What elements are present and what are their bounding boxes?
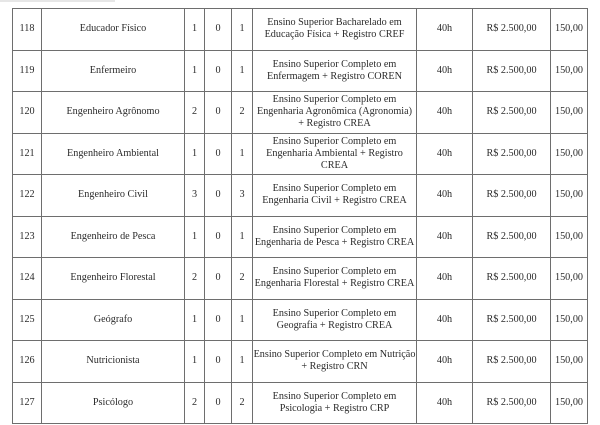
salary: R$ 2.500,00 [473, 216, 551, 258]
registration-fee: 150,00 [551, 258, 588, 300]
salary: R$ 2.500,00 [473, 382, 551, 424]
workload: 40h [417, 9, 473, 51]
workload: 40h [417, 175, 473, 217]
vacancies-general: 3 [185, 175, 205, 217]
vacancies-general: 1 [185, 133, 205, 175]
salary: R$ 2.500,00 [473, 341, 551, 383]
table-row [13, 382, 588, 424]
positions-table-body [13, 9, 588, 424]
vacancies-pcd: 0 [205, 50, 232, 92]
vacancies-pcd: 0 [205, 258, 232, 300]
vacancies-general: 1 [185, 9, 205, 51]
requirement: Ensino Superior Completo em Psicologia + Registro CRP [253, 382, 417, 424]
salary: R$ 2.500,00 [473, 92, 551, 134]
workload: 40h [417, 50, 473, 92]
table-row [13, 50, 588, 92]
requirement: Ensino Superior Completo em Engenharia Agronômica (Agronomia) + Registro CREA [253, 92, 417, 134]
top-edge-strip [0, 0, 115, 2]
vacancies-pcd: 0 [205, 299, 232, 341]
vacancies-general: 2 [185, 382, 205, 424]
table-row [13, 133, 588, 175]
registration-fee: 150,00 [551, 299, 588, 341]
table-row [13, 299, 588, 341]
registration-fee: 150,00 [551, 50, 588, 92]
registration-fee: 150,00 [551, 382, 588, 424]
vacancies-general: 1 [185, 341, 205, 383]
position-code: 124 [13, 258, 42, 300]
requirement: Ensino Superior Completo em Engenharia Civil + Registro CREA [253, 175, 417, 217]
position-code: 122 [13, 175, 42, 217]
salary: R$ 2.500,00 [473, 50, 551, 92]
position-title: Nutricionista [42, 341, 185, 383]
salary: R$ 2.500,00 [473, 9, 551, 51]
vacancies-total: 3 [232, 175, 253, 217]
table-row [13, 9, 588, 51]
position-title: Engenheiro de Pesca [42, 216, 185, 258]
position-title: Engenheiro Ambiental [42, 133, 185, 175]
vacancies-total: 1 [232, 216, 253, 258]
workload: 40h [417, 216, 473, 258]
table-row [13, 258, 588, 300]
table-row [13, 175, 588, 217]
workload: 40h [417, 92, 473, 134]
salary: R$ 2.500,00 [473, 133, 551, 175]
vacancies-pcd: 0 [205, 216, 232, 258]
position-code: 119 [13, 50, 42, 92]
position-title: Enfermeiro [42, 50, 185, 92]
requirement: Ensino Superior Completo em Engenharia Ambiental + Registro CREA [253, 133, 417, 175]
workload: 40h [417, 382, 473, 424]
requirement: Ensino Superior Completo em Enfermagem + Registro COREN [253, 50, 417, 92]
table-row [13, 341, 588, 383]
table-row [13, 92, 588, 134]
vacancies-total: 1 [232, 50, 253, 92]
salary: R$ 2.500,00 [473, 175, 551, 217]
vacancies-pcd: 0 [205, 133, 232, 175]
vacancies-pcd: 0 [205, 341, 232, 383]
vacancies-pcd: 0 [205, 382, 232, 424]
workload: 40h [417, 299, 473, 341]
registration-fee: 150,00 [551, 92, 588, 134]
position-code: 125 [13, 299, 42, 341]
registration-fee: 150,00 [551, 175, 588, 217]
registration-fee: 150,00 [551, 9, 588, 51]
workload: 40h [417, 258, 473, 300]
position-code: 126 [13, 341, 42, 383]
position-code: 118 [13, 9, 42, 51]
position-title: Engenheiro Civil [42, 175, 185, 217]
requirement: Ensino Superior Completo em Geografia + Registro CREA [253, 299, 417, 341]
registration-fee: 150,00 [551, 341, 588, 383]
position-title: Educador Físico [42, 9, 185, 51]
vacancies-general: 1 [185, 216, 205, 258]
vacancies-total: 2 [232, 92, 253, 134]
vacancies-pcd: 0 [205, 92, 232, 134]
vacancies-pcd: 0 [205, 9, 232, 51]
requirement: Ensino Superior Completo em Engenharia de Pesca + Registro CREA [253, 216, 417, 258]
salary: R$ 2.500,00 [473, 299, 551, 341]
position-code: 121 [13, 133, 42, 175]
vacancies-pcd: 0 [205, 175, 232, 217]
vacancies-total: 1 [232, 133, 253, 175]
workload: 40h [417, 341, 473, 383]
position-title: Geógrafo [42, 299, 185, 341]
position-code: 120 [13, 92, 42, 134]
vacancies-total: 1 [232, 9, 253, 51]
workload: 40h [417, 133, 473, 175]
vacancies-total: 1 [232, 341, 253, 383]
requirement: Ensino Superior Bacharelado em Educação Física + Registro CREF [253, 9, 417, 51]
vacancies-total: 2 [232, 382, 253, 424]
requirement: Ensino Superior Completo em Nutrição + Registro CRN [253, 341, 417, 383]
salary: R$ 2.500,00 [473, 258, 551, 300]
vacancies-general: 2 [185, 258, 205, 300]
table-row [13, 216, 588, 258]
vacancies-total: 1 [232, 299, 253, 341]
registration-fee: 150,00 [551, 133, 588, 175]
position-title: Engenheiro Florestal [42, 258, 185, 300]
vacancies-general: 2 [185, 92, 205, 134]
position-code: 127 [13, 382, 42, 424]
vacancies-total: 2 [232, 258, 253, 300]
vacancies-general: 1 [185, 299, 205, 341]
position-title: Psicólogo [42, 382, 185, 424]
positions-table [12, 8, 588, 424]
requirement: Ensino Superior Completo em Engenharia Florestal + Registro CREA [253, 258, 417, 300]
vacancies-general: 1 [185, 50, 205, 92]
position-title: Engenheiro Agrônomo [42, 92, 185, 134]
position-code: 123 [13, 216, 42, 258]
registration-fee: 150,00 [551, 216, 588, 258]
